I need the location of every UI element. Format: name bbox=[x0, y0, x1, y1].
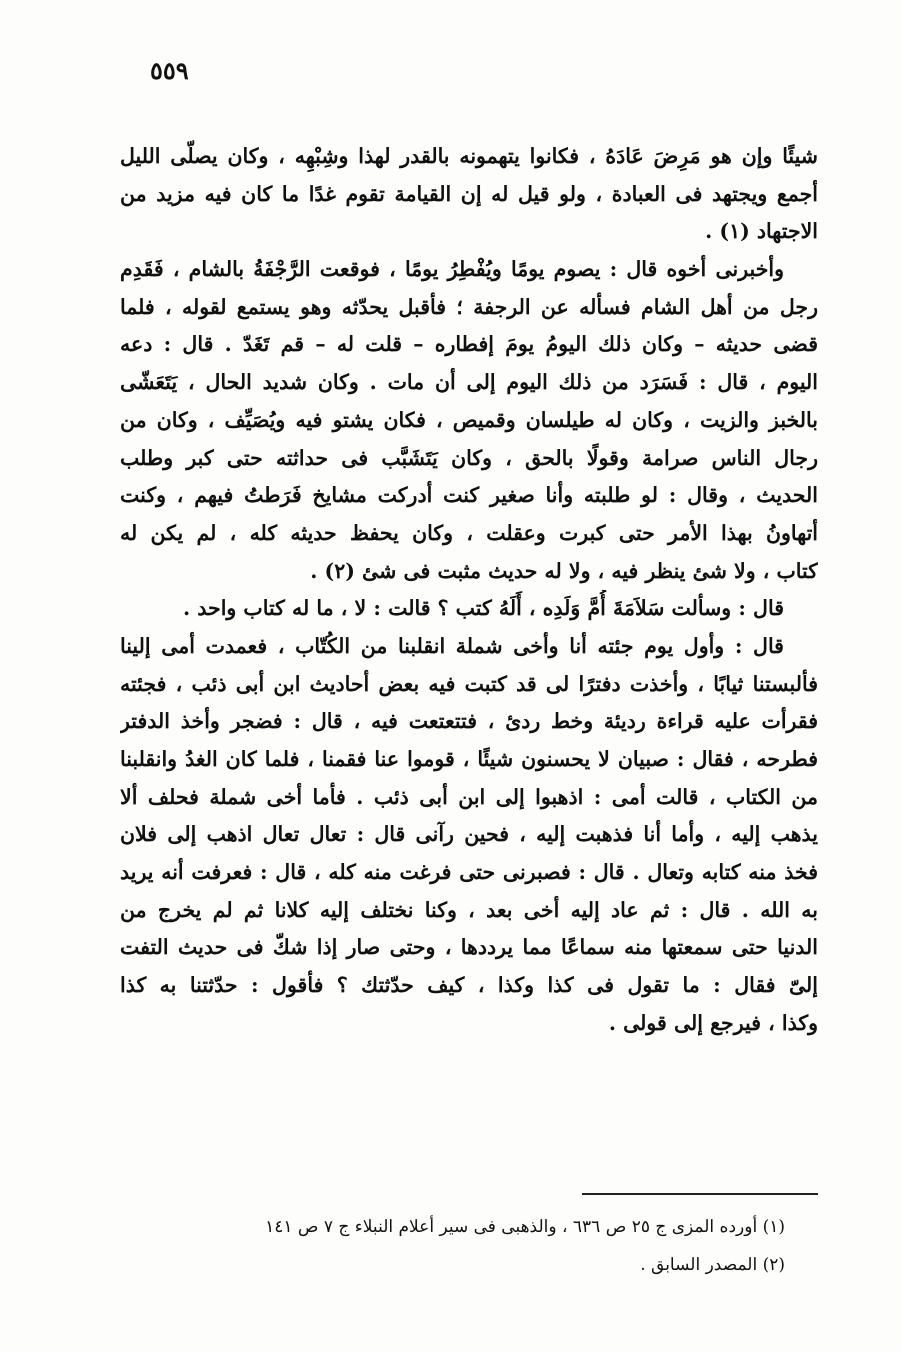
text-line: فطرحه ، فقال : صبيان لا يحسنون شيئًا ، قوموا عنا فقمنا ، فلما كان الغدُ وانقلبنا bbox=[120, 747, 818, 771]
text-line: رجل من أهل الشام فسأله عن الرجفة ؛ فأقبل يحدّثه وهو يستمع لقوله ، فلما bbox=[120, 294, 818, 319]
text-line: أجمع ويجتهد فى العبادة ، ولو قيل له إن القيامة تقوم غدًا ما كان فيه مزيد من bbox=[120, 181, 818, 206]
text-line: الحديث ، وقال : لو طلبته وأنا صغير كنت أدركت مشايخ فَرَطتُ فيهم ، وكنت bbox=[120, 483, 818, 508]
text-line: يذهب إليه ، وأما أنا فذهبت إليه ، فحين رآنى قال : تعال تعال اذهب إلى فلان bbox=[120, 822, 818, 847]
text-line: اليوم ، قال : فَسَرَد من ذلك اليوم إلى أن مات . وكان شديد الحال ، يَتَعَشّى bbox=[120, 370, 818, 395]
footnotes bbox=[160, 1208, 785, 1284]
text-line: الاجتهاد (١) . bbox=[705, 219, 818, 244]
text-line: كتاب ، ولا شئ ينظر فيه ، ولا له حديث مثبت فى شئ (٢) . bbox=[310, 558, 818, 583]
text-line: إلىّ فقال : ما تقول فى كذا وكذا ، كيف حدّثتك ؟ فأقول : حدّثتنا به كذا bbox=[120, 973, 818, 998]
text-line: قال : وأول يوم جئته أنا وأخى شملة انقلبنا من الكُتّاب ، فعمدت أمى إلينا bbox=[120, 633, 784, 658]
text-line: قضى حديثه – وكان ذلك اليومُ يومَ إفطاره – قلت له – قم تَغَدّ . قال : دعه bbox=[120, 332, 818, 357]
page-number: ٥٥٩ bbox=[150, 56, 189, 85]
footnote-divider bbox=[582, 1193, 818, 1195]
text-line: به الله . قال : ثم عاد إليه أخى بعد ، وكنا نختلف إليه كلانا ثم لم يخرج من bbox=[120, 897, 818, 922]
text-line: قال : وسألت سَلاَمَةَ أُمَّ وَلَدِه ، أَلَهُ كتب ؟ قالت : لا ، ما له كتاب واحد . bbox=[182, 596, 784, 621]
text-line: فألبستنا ثيابًا ، وأخذت دفترًا لى قد كتبت فيه بعض أحاديث ابن أبى ذئب ، فجئته bbox=[120, 671, 818, 696]
text-line: رجال الناس صرامة وقولًا بالحق ، وكان يَتَشَبَّب فى حداثته حتى كبر وطلب bbox=[120, 445, 818, 470]
body-text bbox=[120, 138, 818, 1043]
text-line: الدنيا حتى سمعتها منه سماعًا مما يرددها ، وحتى صار إذا شكّ فى حديث التفت bbox=[120, 935, 818, 960]
footnote-2: (٢) المصدر السابق . bbox=[640, 1255, 785, 1275]
footnote-1: (١) أورده المزى ج ٢٥ ص ٦٣٦ ، والذهبى فى سير أعلام النبلاء ج ٧ ص ١٤١ bbox=[265, 1217, 785, 1237]
text-line: وكذا ، فيرجع إلى قولى . bbox=[608, 1010, 818, 1035]
text-line: شيئًا وإن هو مَرِضَ عَادَهُ ، فكانوا يتهمونه بالقدر لهذا وشِبْهِه ، وكان يصلّى الليل bbox=[120, 144, 818, 168]
text-line: أتهاونُ بهذا الأمر حتى كبرت وعقلت ، وكان يحفظ حديثه كله ، لم يكن له bbox=[120, 520, 818, 545]
text-line: من الكتاب ، قالت أمى : اذهبوا إلى ابن أبى ذئب . فأما أخى شملة فحلف ألا bbox=[120, 784, 818, 809]
text-line: بالخبز والزيت ، وكان له طيلسان وقميص ، فكان يشتو فيه ويُصَيِّف ، وكان من bbox=[120, 407, 818, 432]
text-line: وأخبرنى أخوه قال : يصوم يومًا ويُفْطِرُ يومًا ، فوقعت الرَّجْفَةُ بالشام ، فَقَدِم bbox=[120, 257, 784, 282]
text-line: فقرأت عليه قراءة رديئة وخط ردئ ، فتتعتعت فيه ، قال : فضجر وأخذ الدفتر bbox=[120, 709, 818, 734]
text-line: فخذ منه كتابه وتعال . قال : فصبرنى حتى فرغت منه كله ، قال : فعرفت أنه يريد bbox=[120, 860, 818, 885]
